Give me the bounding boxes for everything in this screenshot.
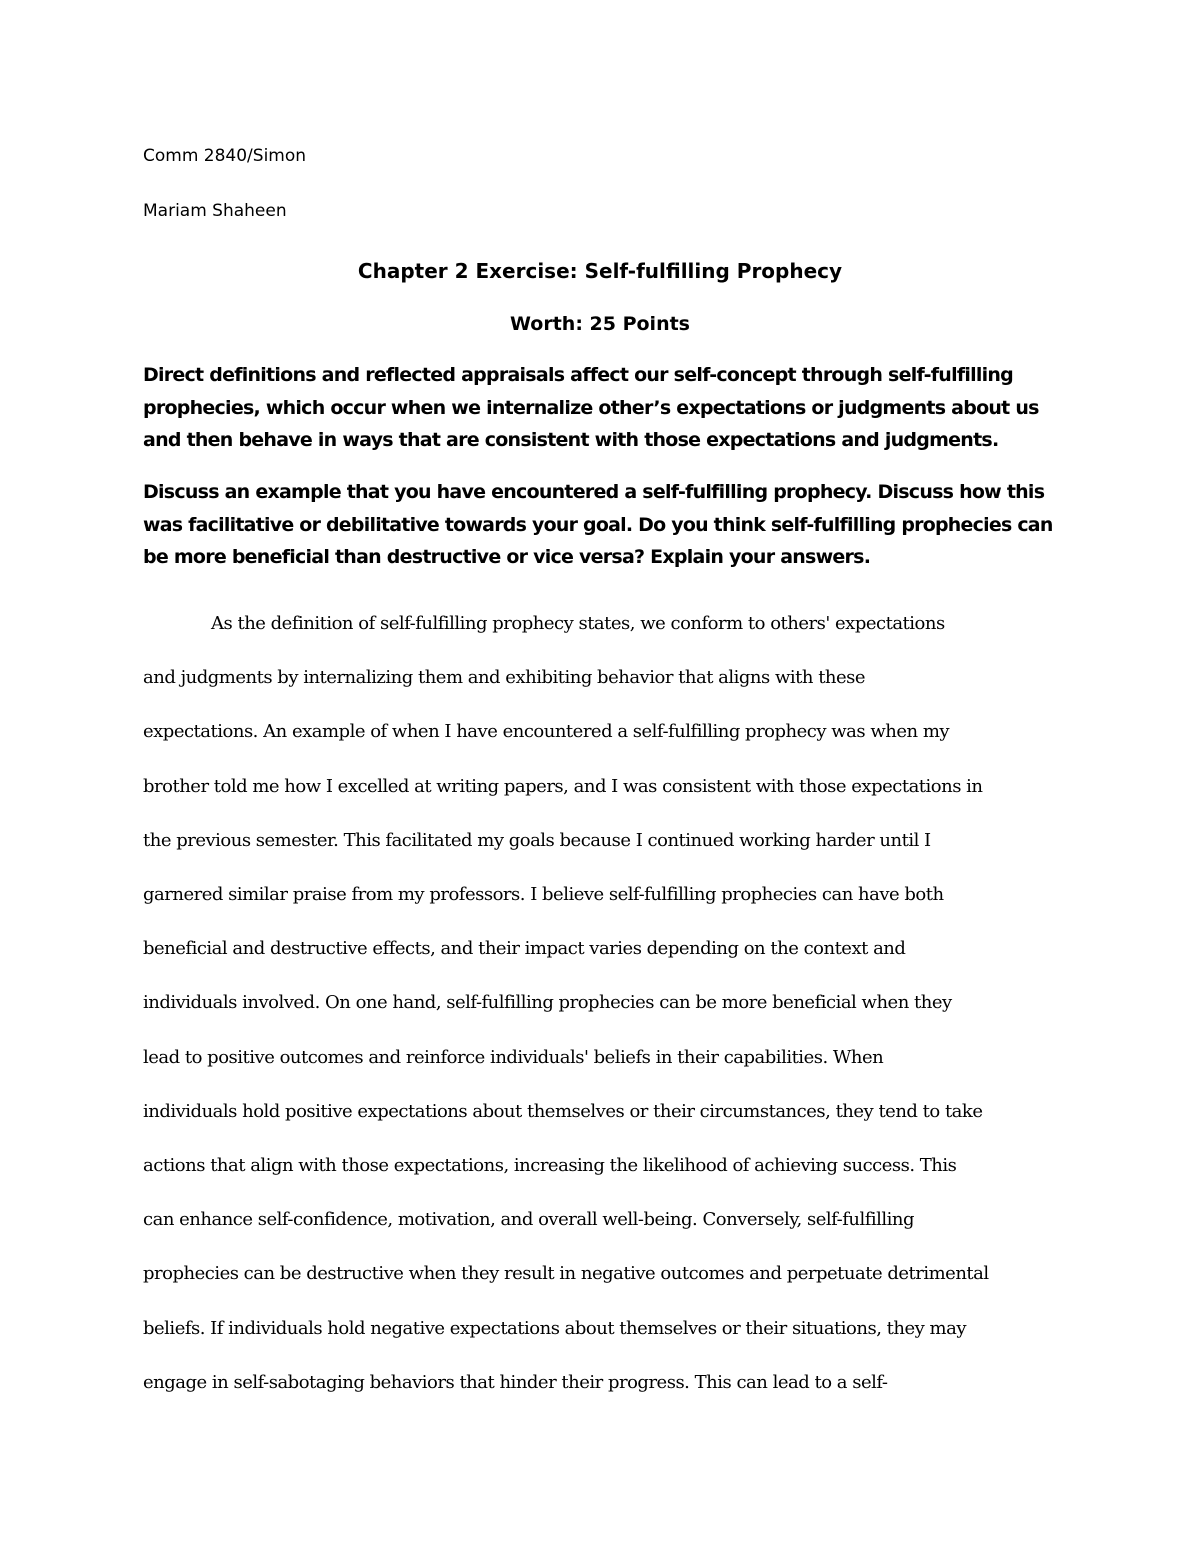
essay-line: individuals hold positive expectations about themselves or their circumstances, they tend to take bbox=[143, 1100, 983, 1122]
essay-line: beliefs. If individuals hold negative expectations about themselves or their situations, they may bbox=[143, 1317, 966, 1339]
essay-body bbox=[143, 597, 1063, 1410]
essay-line: and judgments by internalizing them and exhibiting behavior that aligns with these bbox=[143, 667, 866, 689]
prompt-line: and then behave in ways that are consistent with those expectations and judgments. bbox=[143, 429, 999, 451]
essay-line: the previous semester. This facilitated my goals because I continued working harder until I bbox=[143, 829, 931, 851]
author-line: Mariam Shaheen bbox=[143, 201, 287, 221]
prompt-line: prophecies, which occur when we internalize other’s expectations or judgments about us bbox=[143, 396, 1039, 419]
prompt-line: be more beneficial than destructive or vice versa? Explain your answers. bbox=[143, 546, 871, 568]
essay-line: individuals involved. On one hand, self-fulfilling prophecies can be more beneficial when they bbox=[143, 992, 952, 1014]
points-worth: Worth: 25 Points bbox=[510, 313, 690, 335]
course-line: Comm 2840/Simon bbox=[143, 146, 307, 166]
essay-line: lead to positive outcomes and reinforce individuals' beliefs in their capabilities. When bbox=[143, 1046, 884, 1068]
prompt-question bbox=[143, 476, 1053, 574]
essay-line: expectations. An example of when I have encountered a self-fulfilling prophecy was when my bbox=[143, 721, 950, 743]
essay-line: beneficial and destructive effects, and their impact varies depending on the context and bbox=[143, 938, 906, 960]
document-title: Chapter 2 Exercise: Self-fulfilling Prophecy bbox=[357, 259, 843, 283]
prompt-context bbox=[143, 359, 1053, 457]
essay-line: can enhance self-confidence, motivation, and overall well-being. Conversely, self-fulfilling bbox=[143, 1209, 915, 1231]
essay-line: actions that align with those expectations, increasing the likelihood of achieving success. This bbox=[143, 1155, 957, 1177]
essay-line: garnered similar praise from my professors. I believe self-fulfilling prophecies can have both bbox=[143, 884, 944, 906]
essay-line: As the definition of self-fulfilling prophecy states, we conform to others' expectations bbox=[211, 613, 945, 634]
prompt-line: Direct definitions and reflected appraisals affect our self-concept through self-fulfilling bbox=[143, 364, 1014, 386]
essay-line: prophecies can be destructive when they result in negative outcomes and perpetuate detrimental bbox=[143, 1263, 989, 1285]
prompt-line: was facilitative or debilitative towards your goal. Do you think self-fulfilling prophecies can bbox=[143, 513, 1053, 536]
essay-line: engage in self-sabotaging behaviors that hinder their progress. This can lead to a self- bbox=[143, 1371, 888, 1393]
prompt-line: Discuss an example that you have encountered a self-fulfilling prophecy. Discuss how this bbox=[143, 481, 1045, 503]
essay-line: brother told me how I excelled at writing papers, and I was consistent with those expectations in bbox=[143, 775, 983, 797]
